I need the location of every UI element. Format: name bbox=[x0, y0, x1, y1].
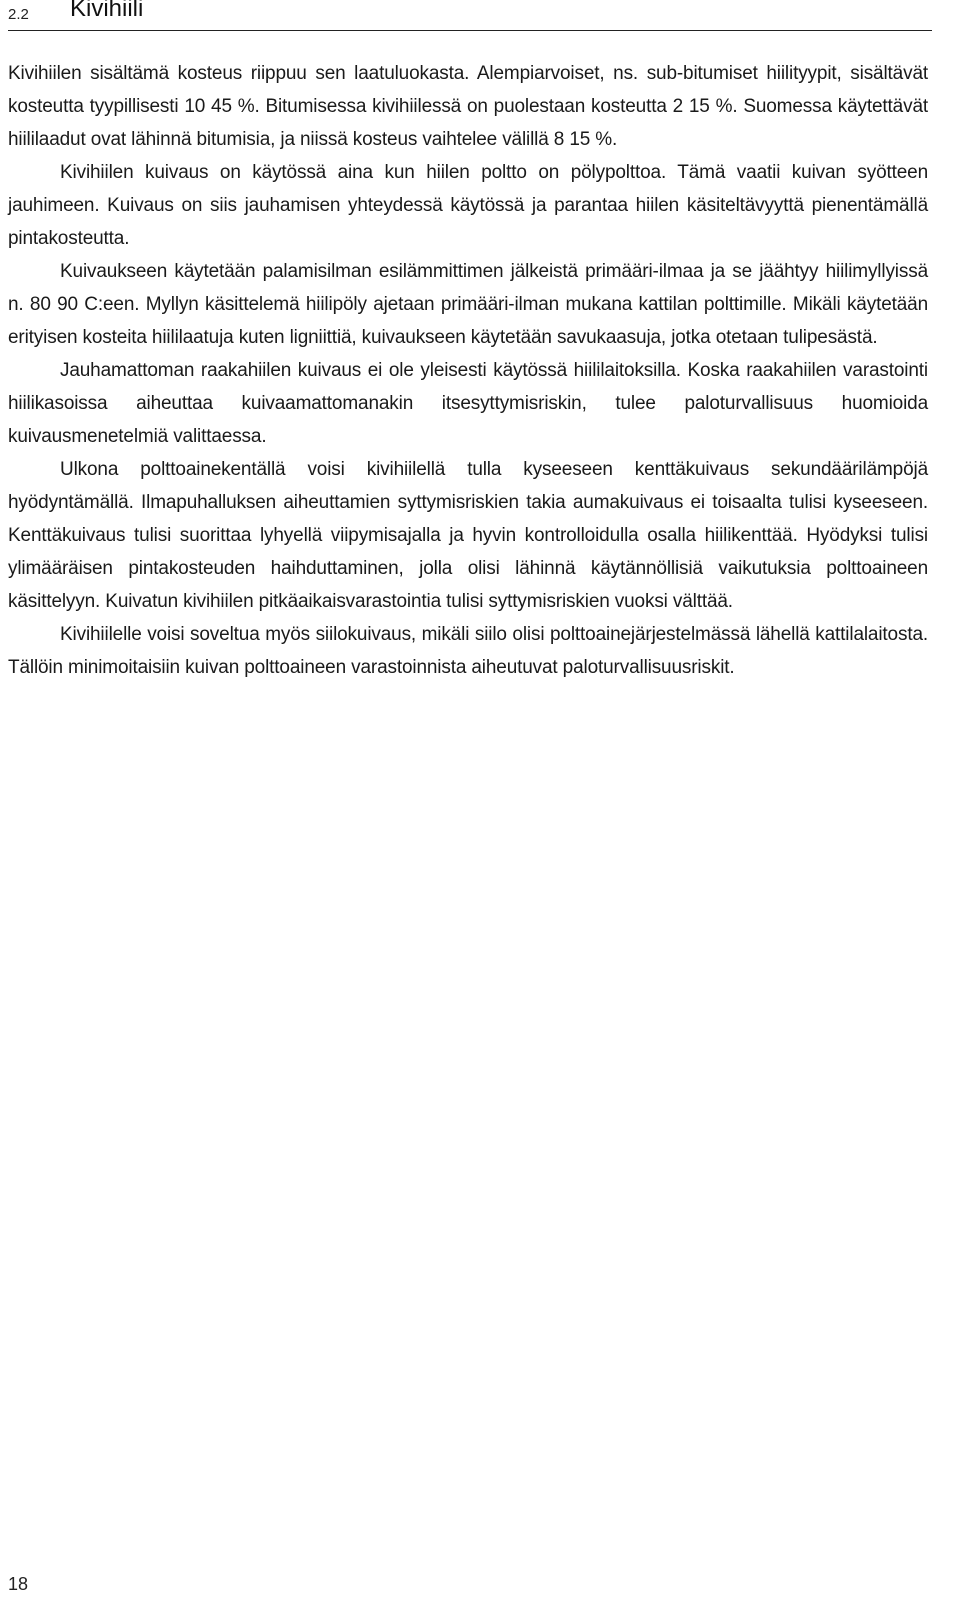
paragraph-field-drying: Ulkona polttoainekentällä voisi kivihiilellä tulla kyseeseen kenttäkuivaus sekundäärilämpöjä hyödyntämällä. Ilmapuhalluksen aiheuttamien syttymisriskien takia aumakuivaus ei toisaalta tulisi kyseeseen. Kenttäkuivaus tulisi suorittaa lyhyellä viipymisajalla ja hyvin kontrolloidulla osalla hiilikenttää. Hyödyksi tulisi ylimääräisen pintakosteuden haihduttaminen, jolla olisi lähinnä käytännöllisiä vaikutuksia polttoaineen käsittelyyn. Kuivatun kivihiilen pitkäaikaisvarastointia tulisi syttymisriskien vuoksi välttää. bbox=[8, 459, 928, 612]
paragraph-moisture-by-rank: Kivihiilen sisältämä kosteus riippuu sen laatuluokasta. Alempiarvoiset, ns. sub-bitumiset hiilityypit, sisältävät kosteutta tyypillisesti 10 45 %. Bitumisessa kivihiilessä on puolestaan kosteutta 2 15 %. Suomessa käytettävät hiililaadut ovat lähinnä bitumisia, ja niissä kosteus vaihtelee välillä 8 15 %. bbox=[8, 63, 928, 150]
page-number: 18 bbox=[8, 1574, 29, 1594]
section-title: Kivihiili bbox=[70, 0, 144, 22]
section-number: 2.2 bbox=[8, 6, 29, 23]
section-body bbox=[8, 57, 928, 684]
paragraph-silo-drying: Kivihiilelle voisi soveltua myös siilokuivaus, mikäli siilo olisi polttoainejärjestelmässä lähellä kattilalaitosta. Tällöin minimoitaisiin kuivan polttoaineen varastoinnista aiheutuvat paloturvallisuusriskit. bbox=[8, 624, 928, 678]
paragraph-drying-in-pulverized-firing: Kivihiilen kuivaus on käytössä aina kun hiilen poltto on pölypolttoa. Tämä vaatii kuivan syötteen jauhimeen. Kuivaus on siis jauhamisen yhteydessä käytössä ja parantaa hiilen käsiteltävyyttä pienentämällä pintakosteutta. bbox=[8, 162, 928, 249]
paragraph-raw-coal-drying: Jauhamattoman raakahiilen kuivaus ei ole yleisesti käytössä hiililaitoksilla. Koska raakahiilen varastointi hiilikasoissa aiheuttaa kuivaamattomanakin itsesyttymisriskin, tulee paloturvallisuus huomioida kuivausmenetelmiä valittaessa. bbox=[8, 360, 928, 447]
section-heading bbox=[8, 0, 932, 31]
paragraph-primary-air-drying: Kuivaukseen käytetään palamisilman esilämmittimen jälkeistä primääri-ilmaa ja se jäähtyy hiilimyllyissä n. 80 90 C:een. Myllyn käsittelemä hiilipöly ajetaan primääri-ilman mukana kattilan polttimille. Mikäli käytetään erityisen kosteita hiililaatuja kuten ligniittiä, kuivaukseen käytetään savukaasuja, jotka otetaan tulipesästä. bbox=[8, 261, 928, 348]
